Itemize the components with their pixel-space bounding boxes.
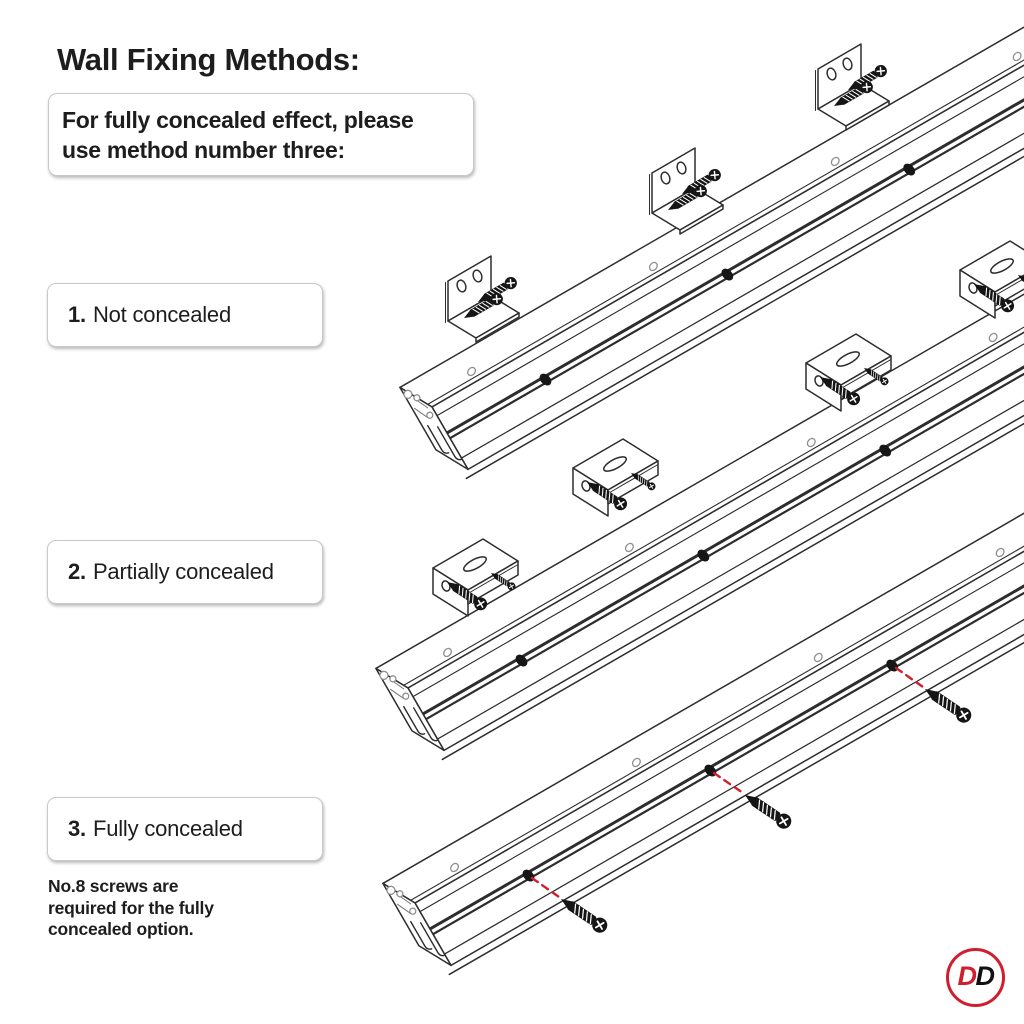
method-label-text: Not concealed: [92, 302, 232, 327]
intro-note-box: [48, 93, 474, 176]
footnote-line-3: concealed option.: [48, 919, 194, 939]
brand-logo: [946, 948, 1005, 1007]
brand-logo-letter-2: D: [975, 961, 994, 991]
method-label-not-concealed: [47, 283, 323, 347]
method-label-partially-concealed: [47, 540, 323, 604]
method-label-text: Fully concealed: [92, 816, 243, 841]
footnote-line-1: No.8 screws are: [48, 876, 179, 896]
screws-footnote: [48, 876, 258, 941]
method-label-fully-concealed: [47, 797, 323, 861]
clamp-bracket-2: [573, 439, 658, 516]
method-number: 2.: [68, 559, 86, 584]
method-number: 1.: [68, 302, 86, 327]
intro-note-line-2: use method number three:: [62, 137, 345, 163]
page-title: Wall Fixing Methods:: [57, 42, 360, 77]
brand-logo-letter-1: D: [957, 961, 976, 991]
fixing-screw-2: [741, 789, 794, 832]
intro-note-line-1: For fully concealed effect, please: [62, 107, 414, 133]
method-number: 3.: [68, 816, 86, 841]
method-label-text: Partially concealed: [92, 559, 274, 584]
footnote-line-2: required for the fully: [48, 897, 214, 918]
